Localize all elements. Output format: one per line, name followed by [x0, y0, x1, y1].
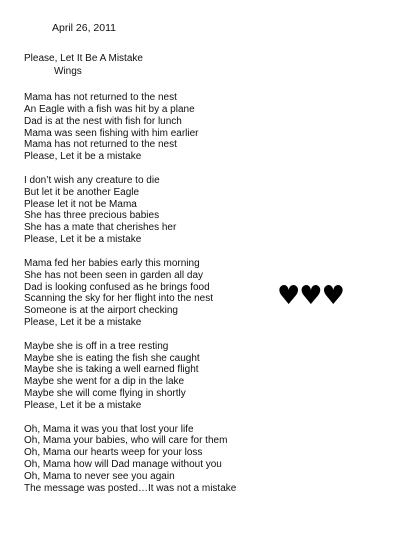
poem-line: Oh, Mama to never see you again: [24, 471, 175, 482]
poem-header: [24, 52, 143, 78]
poem-line: Dad is at the nest with fish for lunch: [24, 115, 182, 127]
poem-line: Please, Let it be a mistake: [24, 317, 142, 329]
poem-stanza: [24, 424, 236, 495]
poem-line: Please let it not be Mama: [24, 198, 137, 210]
poem-line: Mama has not returned to the nest: [24, 92, 177, 103]
poem-stanza: [24, 258, 236, 329]
three-hearts-icon: ♥♥♥: [277, 281, 344, 311]
poem-stanza: [24, 175, 236, 246]
poem-line: Maybe she is off in a tree resting: [24, 340, 169, 352]
poem-line: Maybe she went for a dip in the lake: [24, 376, 185, 388]
poem-line: She has three precious babies: [24, 210, 160, 222]
poem-title: Please, Let It Be A Mistake: [24, 53, 143, 64]
poem-line: Please, Let it be a mistake: [24, 234, 142, 246]
poem-line: Oh, Mama our hearts weep for your loss: [24, 447, 203, 459]
poem-line: Scanning the sky for her flight into the nest: [24, 293, 213, 305]
poem-line: Maybe she is taking a well earned flight: [24, 364, 199, 376]
poem-stanza: [24, 92, 236, 163]
poem-body: [24, 92, 236, 507]
poem-line: Dad is looking confused as he brings food: [24, 281, 210, 293]
poem-line: Maybe she will come flying in shortly: [24, 388, 186, 400]
poem-line: I don’t wish any creature to die: [24, 174, 160, 186]
poem-line: Mama fed her babies early this morning: [24, 257, 200, 269]
poem-line: Someone is at the airport checking: [24, 305, 178, 317]
poem-line: Oh, Mama your babies, who will care for them: [24, 435, 228, 447]
poem-line: She has a mate that cherishes her: [24, 222, 177, 234]
document-date: April 26, 2011: [52, 22, 117, 34]
poem-line: Oh, Mama how will Dad manage without you: [24, 459, 222, 471]
poem-line: She has not been seen in garden all day: [24, 269, 204, 281]
poem-line: An Eagle with a fish was hit by a plane: [24, 103, 195, 115]
poem-author: Wings: [54, 66, 82, 77]
poem-line: Maybe she is eating the fish she caught: [24, 352, 200, 364]
poem-line: Mama has not returned to the nest: [24, 139, 177, 151]
poem-line: Please, Let it be a mistake: [24, 151, 142, 163]
poem-line: Mama was seen fishing with him earlier: [24, 127, 199, 139]
poem-stanza: [24, 341, 236, 412]
poem-line: But let it be another Eagle: [24, 186, 140, 198]
poem-line: Oh, Mama it was you that lost your life: [24, 423, 194, 435]
poem-line: The message was posted…It was not a mistake: [24, 482, 237, 494]
poem-line: Please, Let it be a mistake: [24, 399, 142, 411]
